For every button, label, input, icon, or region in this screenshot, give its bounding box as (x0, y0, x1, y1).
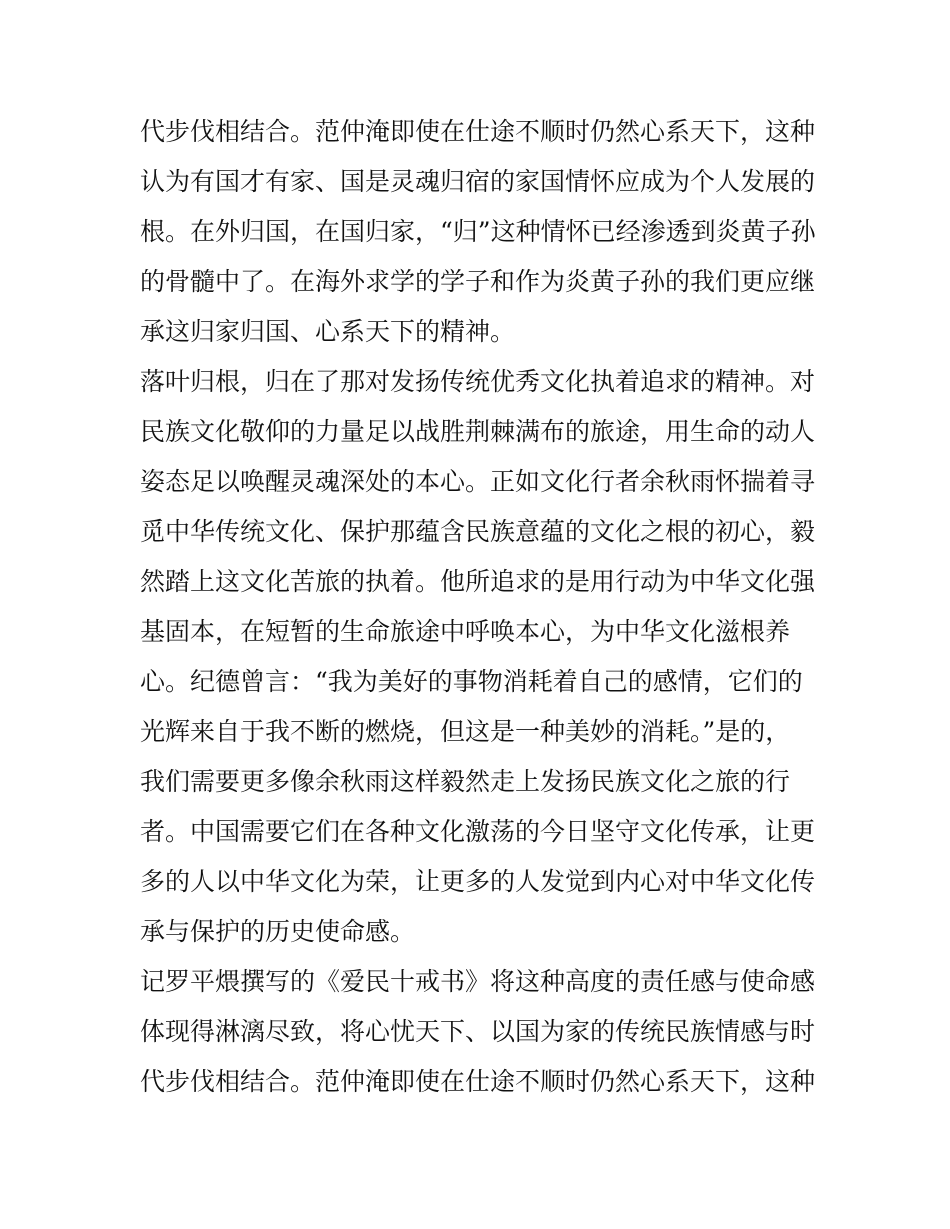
text-line: 心。纪德曾言：“我为美好的事物消耗着自己的感情，它们的 (140, 667, 803, 696)
body-text (140, 107, 820, 1107)
text-line: 记罗平煨撰写的《爱民十戒书》将这种高度的责任感与使命感 (140, 967, 816, 996)
text-line: 多的人以中华文化为荣，让更多的人发觉到内心对中华文化传 (140, 867, 816, 896)
text-line: 落叶归根，归在了那对发扬传统优秀文化执着追求的精神。对 (140, 367, 816, 396)
text-line: 民族文化敬仰的力量足以战胜荆棘满布的旅途，用生命的动人 (140, 417, 816, 446)
text-line: 姿态足以唤醒灵魂深处的本心。正如文化行者余秋雨怀揣着寻 (140, 467, 816, 496)
text-line: 承这归家归国、心系天下的精神。 (140, 317, 516, 346)
text-line: 体现得淋漓尽致，将心忧天下、以国为家的传统民族情感与时 (140, 1017, 816, 1046)
text-line: 认为有国才有家、国是灵魂归宿的家国情怀应成为个人发展的 (140, 167, 816, 196)
text-line: 我们需要更多像余秋雨这样毅然走上发扬民族文化之旅的行 (140, 767, 791, 796)
text-line: 根。在外归国，在国归家，“归”这种情怀已经渗透到炎黄子孙 (140, 217, 816, 246)
text-line: 的骨髓中了。在海外求学的学子和作为炎黄子孙的我们更应继 (140, 267, 816, 296)
text-line: 承与保护的历史使命感。 (140, 917, 416, 946)
text-line: 光辉来自于我不断的燃烧，但这是一种美妙的消耗。”是的， (140, 717, 791, 746)
text-line: 基固本，在短暂的生命旅途中呼唤本心，为中华文化滋根养 (140, 617, 791, 646)
text-line: 觅中华传统文化、保护那蕴含民族意蕴的文化之根的初心，毅 (140, 517, 816, 546)
text-line: 者。中国需要它们在各种文化激荡的今日坚守文化传承，让更 (140, 817, 816, 846)
text-line: 然踏上这文化苦旅的执着。他所追求的是用行动为中华文化强 (140, 567, 816, 596)
text-line: 代步伐相结合。范仲淹即使在仕途不顺时仍然心系天下，这种 (140, 1067, 816, 1096)
text-line: 代步伐相结合。范仲淹即使在仕途不顺时仍然心系天下，这种 (140, 117, 816, 146)
